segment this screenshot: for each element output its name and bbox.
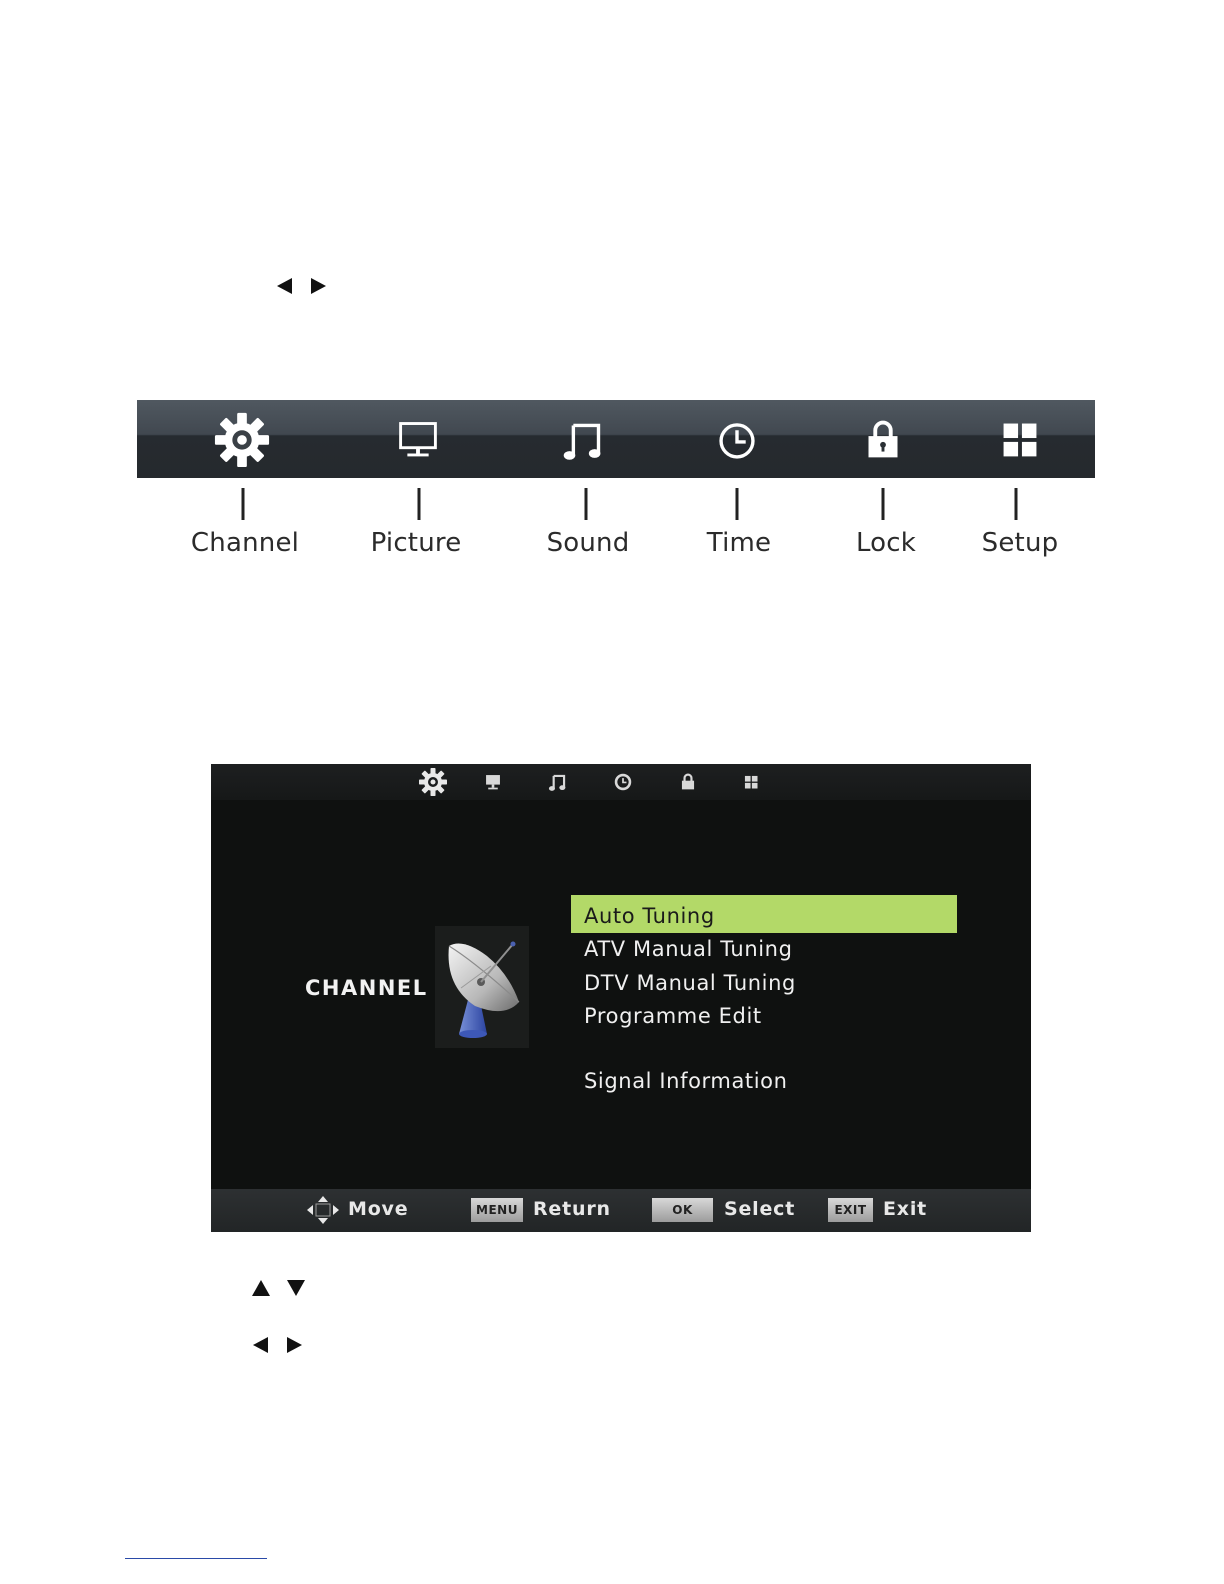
exit-key[interactable]: EXIT [828, 1198, 873, 1222]
connector-line [1015, 488, 1018, 520]
menu-label-time: Time [706, 528, 772, 558]
menu-item-dtv-manual-tuning[interactable]: DTV Manual Tuning [584, 971, 796, 995]
satellite-dish-icon [435, 926, 529, 1048]
triangle-down-icon [287, 1280, 305, 1296]
ok-key[interactable]: OK [652, 1198, 713, 1222]
connector-line [882, 488, 885, 520]
section-title: CHANNEL [305, 976, 428, 1000]
menu-item-signal-information[interactable]: Signal Information [584, 1069, 788, 1093]
lock-icon[interactable] [675, 769, 701, 795]
menu-label-channel: Channel [190, 528, 300, 558]
grid-icon[interactable] [990, 410, 1050, 468]
music-note-icon[interactable] [545, 769, 571, 795]
triangle-left-icon [253, 1337, 268, 1353]
hint-move-label: Move [348, 1198, 409, 1220]
menu-item-auto-tuning[interactable]: Auto Tuning [571, 895, 957, 933]
grid-icon[interactable] [738, 769, 764, 795]
menu-label-lock: Lock [855, 528, 917, 558]
triangle-left-icon [277, 278, 292, 294]
monitor-icon[interactable] [388, 410, 448, 468]
menu-item-atv-manual-tuning[interactable]: ATV Manual Tuning [584, 937, 793, 961]
hint-select-label: Select [724, 1198, 796, 1220]
clock-icon[interactable] [610, 769, 636, 795]
triangle-right-icon [287, 1337, 302, 1353]
clock-icon[interactable] [707, 410, 767, 468]
footer-divider [125, 1558, 267, 1559]
four-way-arrow-icon [305, 1194, 341, 1226]
tv-tab-bar [211, 764, 1031, 800]
lock-icon[interactable] [853, 410, 913, 468]
monitor-icon[interactable] [480, 769, 506, 795]
hint-return-label: Return [533, 1198, 611, 1220]
main-menu-bar [137, 400, 1095, 478]
connector-line [242, 488, 245, 520]
connector-line [736, 488, 739, 520]
menu-label-setup: Setup [981, 528, 1059, 558]
gear-icon[interactable] [212, 410, 272, 468]
menu-label-picture: Picture [370, 528, 462, 558]
hint-bar [211, 1189, 1031, 1232]
tv-screen [211, 764, 1031, 1232]
menu-key[interactable]: MENU [471, 1198, 523, 1222]
hint-exit-label: Exit [883, 1198, 928, 1220]
gear-icon[interactable] [418, 767, 448, 797]
triangle-up-icon [252, 1280, 270, 1296]
menu-item-programme-edit[interactable]: Programme Edit [584, 1004, 762, 1028]
connector-line [418, 488, 421, 520]
music-note-icon[interactable] [554, 410, 614, 468]
connector-line [585, 488, 588, 520]
menu-label-sound: Sound [546, 528, 630, 558]
triangle-right-icon [311, 278, 326, 294]
